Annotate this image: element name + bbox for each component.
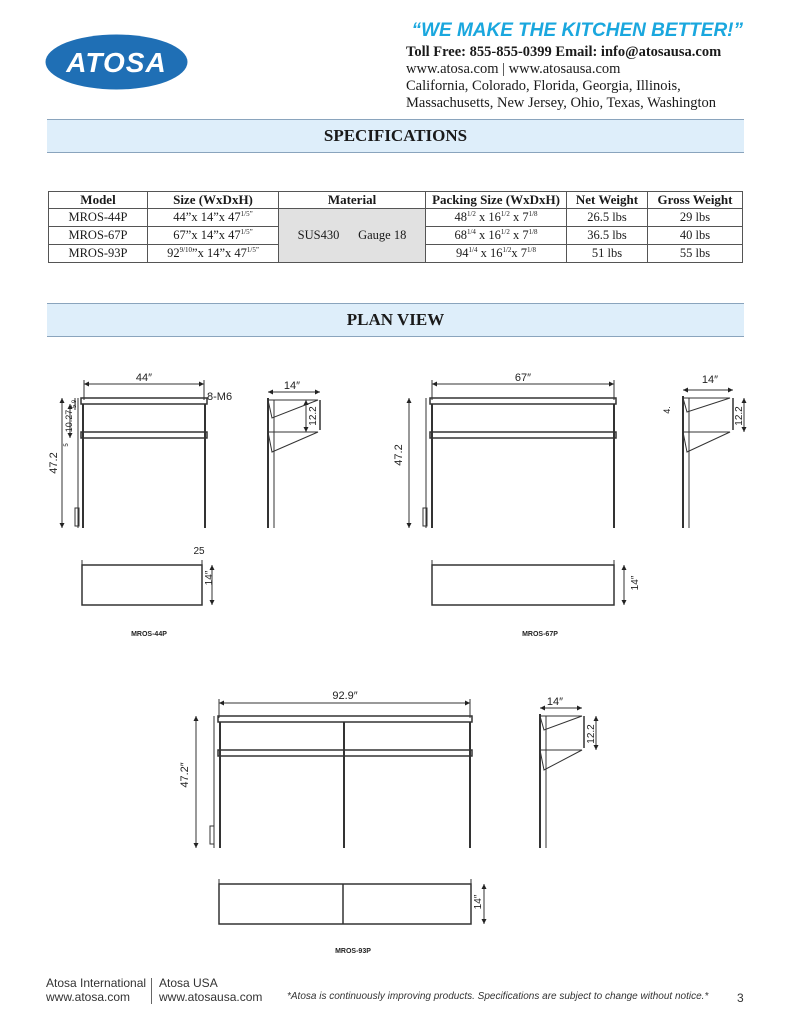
cell-packing: $68^{1/4}$ x $16^{1/2}$ x $7^{1/8}$ (426, 227, 567, 245)
toll-free-line: Toll Free: 855-855-0399 Email: info@atosausa.com (406, 44, 722, 60)
cell-size: 67”x 14”x $47^{1/5”}$ (148, 227, 279, 245)
mros67-depth-label: 14″ (701, 374, 719, 386)
footer-company-2: Atosa USA (159, 976, 218, 990)
mros93-shelf-height: 12.2 (586, 724, 597, 744)
mros67-caption: MROS-67P (522, 631, 558, 638)
footer-intl (46, 976, 146, 1004)
footer-company-1: Atosa International (46, 976, 147, 990)
cell-gross-weight: 40 lbs (648, 227, 743, 245)
cell-model: MROS-93P (49, 245, 148, 263)
mros44-width-label: 44″ (135, 372, 153, 384)
mros44-base-depth: 14″ (204, 570, 215, 586)
footer-disclaimer: *Atosa is continuously improving products. Specifications are subject to change without notice.* (287, 991, 709, 1002)
mros67-height-label: 47.2 (393, 444, 405, 466)
mros44-bolt-label: 8-M6 (207, 391, 233, 403)
mros44-caption: MROS-44P (131, 631, 167, 638)
mros93-base-depth: 14″ (473, 894, 484, 910)
col-size: Size (WxDxH) (148, 192, 279, 209)
cell-net-weight: 51 lbs (567, 245, 648, 263)
mros67-base-view (432, 560, 624, 605)
footer-site-2[interactable]: www.atosausa.com (159, 990, 263, 1004)
mros67-shelf-height: 12.2 (734, 406, 745, 426)
col-material: Material (279, 192, 426, 209)
mros93-front-view (196, 699, 472, 848)
footer-divider (151, 978, 152, 1004)
states-line-1: California, Colorado, Florida, Georgia, Illinois, (406, 78, 681, 94)
cell-model: MROS-67P (49, 227, 148, 245)
mros44-base-lip: 25 (193, 546, 205, 557)
mros44-sub-dim-3: 5 (64, 443, 70, 447)
cell-size: $92^{9/10}”x$ 14”x $47^{1/5”}$ (148, 245, 279, 263)
slogan: “WE MAKE THE KITCHEN BETTER!” (411, 20, 743, 41)
cell-packing: $94^{1/4}$ x $16^{1/2}x$ $7^{1/8}$ (426, 245, 567, 263)
cell-gross-weight: 55 lbs (648, 245, 743, 263)
mros93-depth-label: 14″ (546, 696, 564, 708)
mros93-base-view (219, 879, 484, 924)
col-net-weight: Net Weight (567, 192, 648, 209)
cell-material: SUS430 Gauge 18 (279, 209, 426, 263)
cell-size: 44”x 14”x $47^{1/5”}$ (148, 209, 279, 227)
mros93-width-label: 92.9″ (332, 690, 358, 702)
websites-line: www.atosa.com | www.atosausa.com (406, 61, 621, 77)
col-model: Model (49, 192, 148, 209)
cell-packing: $48^{1/2}$ x $16^{1/2}$ x $7^{1/8}$ (426, 209, 567, 227)
page-number: 3 (737, 991, 744, 1005)
specifications-heading: SPECIFICATIONS (47, 119, 744, 153)
col-packing-size: Packing Size (WxDxH) (426, 192, 567, 209)
logo-text: ATOSA (66, 47, 167, 78)
mros93-caption: MROS-93P (335, 948, 371, 955)
cell-model: MROS-44P (49, 209, 148, 227)
cell-gross-weight: 29 lbs (648, 209, 743, 227)
mros67-front-view (409, 380, 616, 528)
plan-view-heading: PLAN VIEW (47, 303, 744, 337)
mros67-small-dim: 4. (662, 406, 672, 414)
mros44-base-view (82, 560, 212, 605)
cell-net-weight: 36.5 lbs (567, 227, 648, 245)
footer-usa (159, 976, 262, 1004)
mros44-sub-dim: 10.27 (64, 409, 74, 433)
mros93-height-label: 47.2″ (179, 762, 191, 788)
mros44-sub-dim-2: 5.9 (72, 399, 78, 409)
mros67-width-label: 67″ (514, 372, 532, 384)
cell-net-weight: 26.5 lbs (567, 209, 648, 227)
footer-site-1[interactable]: www.atosa.com (46, 990, 131, 1004)
col-gross-weight: Gross Weight (648, 192, 743, 209)
mros44-shelf-height: 12.2 (308, 406, 319, 426)
states-line-2: Massachusetts, New Jersey, Ohio, Texas, Washington (406, 95, 717, 111)
mros44-height-label: 47.2 (48, 452, 60, 474)
mros44-front-view (62, 380, 207, 528)
mros67-base-depth: 14″ (630, 575, 641, 591)
mros44-depth-label: 14″ (283, 380, 301, 392)
